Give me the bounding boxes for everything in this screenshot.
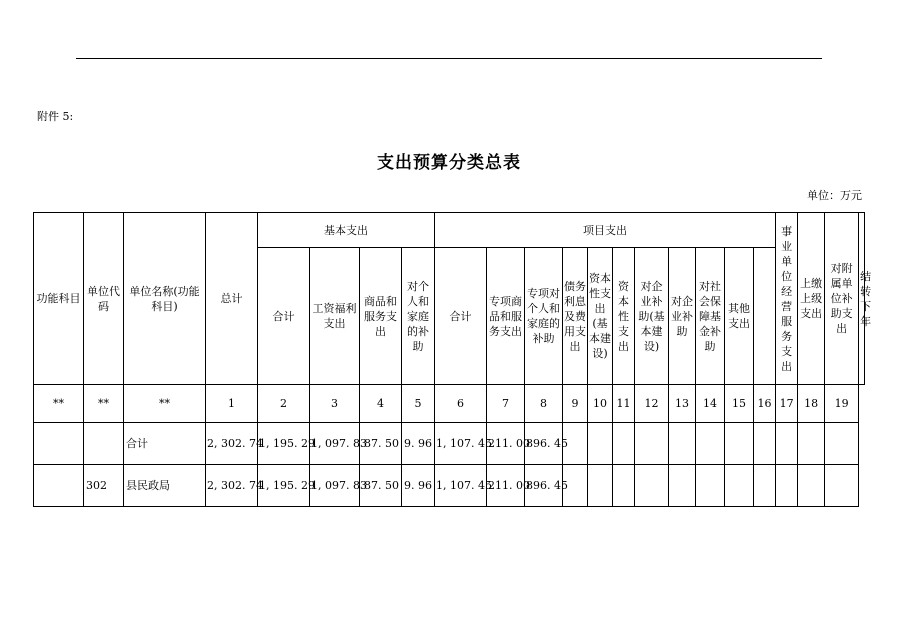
- empty-cell: [754, 423, 776, 465]
- index-cell: 12: [635, 385, 669, 423]
- index-cell: 1: [206, 385, 258, 423]
- cell-unit-name: 县民政局: [124, 465, 206, 507]
- header-public-institution-operations: 事业单位经营服务支出: [776, 213, 798, 385]
- empty-cell: [635, 465, 669, 507]
- empty-cell: [754, 465, 776, 507]
- index-cell: 3: [310, 385, 360, 423]
- empty-cell: [635, 423, 669, 465]
- header-capital-expenditure: 资本性支出: [613, 248, 635, 385]
- cell-goods-services: 87. 50: [360, 423, 402, 465]
- header-enterprise-subsidy: 对企业补助: [669, 248, 696, 385]
- header-basic-group: 基本支出: [258, 213, 435, 248]
- empty-cell: [725, 465, 754, 507]
- cell-personal-family-subsidy: 9. 96: [402, 423, 435, 465]
- index-cell: **: [34, 385, 84, 423]
- table-row-unit: [34, 465, 865, 507]
- empty-cell: [798, 465, 825, 507]
- empty-cell: [776, 465, 798, 507]
- index-cell: 8: [525, 385, 563, 423]
- index-cell: 2: [258, 385, 310, 423]
- header-debt-interest: 债务利息及费用支出: [563, 248, 588, 385]
- header-func-subject: 功能科目: [34, 213, 84, 385]
- header-group-row: [34, 213, 865, 248]
- cell-basic-subtotal: 1, 195. 29: [258, 465, 310, 507]
- index-row: [34, 385, 865, 423]
- index-cell: 9: [563, 385, 588, 423]
- index-cell: 4: [360, 385, 402, 423]
- budget-table: [33, 212, 872, 507]
- index-cell: 18: [798, 385, 825, 423]
- header-special-personal-family: 专项对个人和家庭的补助: [525, 248, 563, 385]
- header-basic-subtotal: 合计: [258, 248, 310, 385]
- empty-cell: [588, 465, 613, 507]
- empty-cell: [696, 423, 725, 465]
- page-title: 支出预算分类总表: [377, 153, 521, 173]
- index-cell: 5: [402, 385, 435, 423]
- index-cell: 14: [696, 385, 725, 423]
- index-cell: 17: [776, 385, 798, 423]
- index-cell: 15: [725, 385, 754, 423]
- index-cell: 13: [669, 385, 696, 423]
- cell-total: 2, 302. 74: [206, 423, 258, 465]
- cell-func-subject: [34, 423, 84, 465]
- index-cell: 7: [487, 385, 525, 423]
- header-payment-to-higher: 上缴上级支出: [798, 213, 825, 385]
- empty-cell: [696, 465, 725, 507]
- header-project-group: 项目支出: [435, 213, 776, 248]
- top-rule: [76, 58, 822, 59]
- empty-cell: [669, 465, 696, 507]
- header-unit-name: 单位名称(功能科目): [124, 213, 206, 385]
- header-unit-code: 单位代码: [84, 213, 124, 385]
- cell-goods-services: 87. 50: [360, 465, 402, 507]
- cell-wages-welfare: 1, 097. 83: [310, 423, 360, 465]
- header-subsidy-to-affiliates: 对附属单位补助支出: [825, 213, 859, 385]
- empty-cell: [776, 423, 798, 465]
- cell-unit-code: [84, 423, 124, 465]
- cell-unit-code: 302: [84, 465, 124, 507]
- empty-cell: [825, 423, 859, 465]
- empty-cell: [725, 423, 754, 465]
- header-personal-family-subsidy: 对个人和家庭的补助: [402, 248, 435, 385]
- empty-cell: [798, 423, 825, 465]
- empty-cell: [588, 423, 613, 465]
- cell-unit-name: 合计: [124, 423, 206, 465]
- index-cell: 11: [613, 385, 635, 423]
- cell-wages-welfare: 1, 097. 83: [310, 465, 360, 507]
- table-row-total: [34, 423, 865, 465]
- header-wages-welfare: 工资福利支出: [310, 248, 360, 385]
- header-special-goods-services: 专项商品和服务支出: [487, 248, 525, 385]
- index-cell: 19: [825, 385, 859, 423]
- index-cell: **: [84, 385, 124, 423]
- header-social-security-subsidy: 对社会保障基金补助: [696, 248, 725, 385]
- unit-label: 单位：万元: [807, 189, 862, 202]
- cell-special-personal-family: 896. 45: [525, 465, 563, 507]
- header-goods-services: 商品和服务支出: [360, 248, 402, 385]
- header-total: 总计: [206, 213, 258, 385]
- cell-total: 2, 302. 74: [206, 465, 258, 507]
- empty-cell: [825, 465, 859, 507]
- cell-basic-subtotal: 1, 195. 29: [258, 423, 310, 465]
- cell-special-goods-services: 211. 00: [487, 465, 525, 507]
- cell-personal-family-subsidy: 9. 96: [402, 465, 435, 507]
- empty-cell: [613, 423, 635, 465]
- header-other-expenditure: 其他支出: [725, 248, 754, 385]
- index-cell: 6: [435, 385, 487, 423]
- index-cell: **: [124, 385, 206, 423]
- index-cell: 10: [588, 385, 613, 423]
- cell-special-goods-services: 211. 00: [487, 423, 525, 465]
- header-capital-basic-construction: 资本性支出(基本建设): [588, 248, 613, 385]
- empty-cell: [613, 465, 635, 507]
- empty-cell: [669, 423, 696, 465]
- cell-project-subtotal: 1, 107. 45: [435, 423, 487, 465]
- cell-project-subtotal: 1, 107. 45: [435, 465, 487, 507]
- header-project-subtotal: 合计: [435, 248, 487, 385]
- index-cell: 16: [754, 385, 776, 423]
- attachment-label: 附件 5:: [37, 110, 74, 123]
- header-enterprise-subsidy-construction: 对企业补助(基本建设): [635, 248, 669, 385]
- cell-func-subject: [34, 465, 84, 507]
- cell-special-personal-family: 896. 45: [525, 423, 563, 465]
- header-carryover: 结转下年: [859, 213, 865, 385]
